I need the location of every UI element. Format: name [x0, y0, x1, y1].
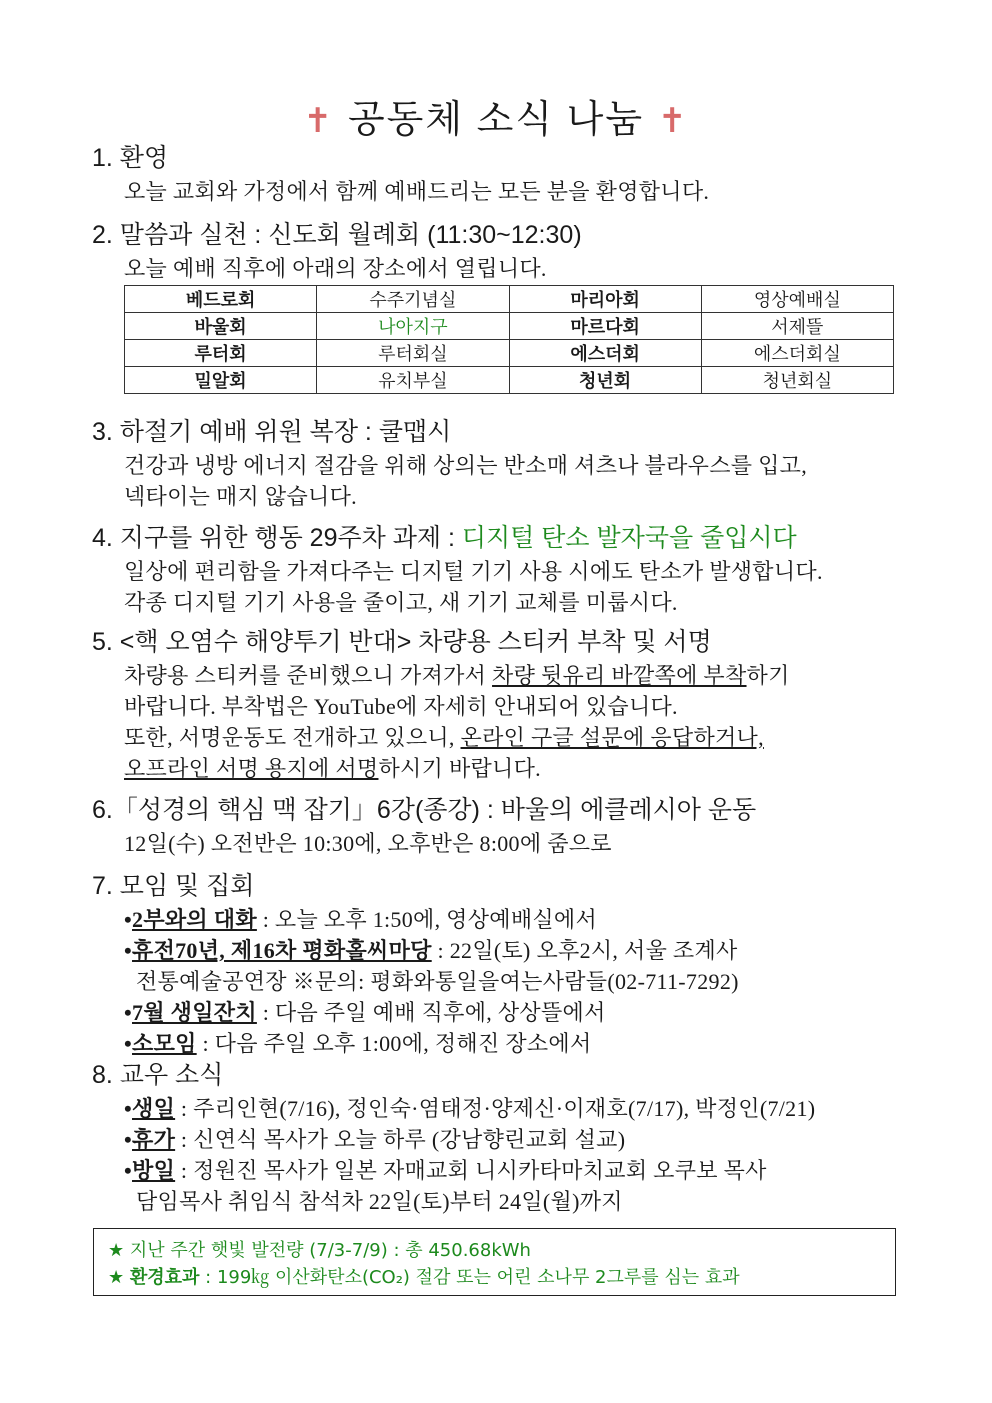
underlined-text: 온라인 구글 설문에 응답하거나,	[460, 725, 764, 750]
effect-label: 환경효과	[129, 1267, 200, 1288]
bullet: •	[124, 1127, 133, 1152]
room-name: 루터회실	[317, 340, 509, 367]
section-text: 오늘 예배 직후에 아래의 장소에서 열립니다.	[124, 256, 547, 281]
section-text	[92, 722, 912, 753]
solar-output-line	[108, 1237, 895, 1264]
star-icon: ★	[108, 1267, 125, 1288]
section-welcome	[92, 140, 912, 207]
section-text: 12일(수) 오전반은 10:30에, 오후반은 8:00에 줌으로	[124, 831, 612, 856]
list-item	[92, 1093, 912, 1124]
bullet: •	[124, 1000, 133, 1025]
section-heading: 6.「성경의 핵심 맥 잡기」6강(종강) : 바울의 에클레시아 운동	[92, 796, 757, 824]
section-earth-action	[92, 520, 912, 618]
list-item	[92, 1155, 912, 1186]
list-item-continuation: 전통예술공연장 ※문의: 평화와통일을여는사람들(02-711-7292)	[136, 969, 739, 994]
group-name: 에스더회	[509, 340, 701, 367]
room-name: 영상예배실	[701, 286, 893, 313]
room-name: 청년회실	[701, 367, 893, 394]
text-span: 차량용 스티커를 준비했으니 가져가서	[124, 663, 493, 688]
item-label: 생일	[132, 1096, 176, 1121]
item-text: : 다음 주일 예배 직후에, 상상뜰에서	[256, 1000, 606, 1025]
cross-icon: ✝	[303, 101, 334, 141]
list-item	[92, 1124, 912, 1155]
section-text: 일상에 편리함을 가져다주는 디지털 기기 사용 시에도 탄소가 발생합니다.	[124, 559, 823, 584]
section-heading	[92, 520, 912, 556]
section-text: 건강과 냉방 에너지 절감을 위해 상의는 반소매 셔츠나 블라우스를 입고,	[124, 453, 808, 478]
section-text	[92, 660, 912, 691]
list-item	[92, 1028, 912, 1059]
item-label: 소모임	[132, 1031, 197, 1056]
item-label: 휴가	[132, 1127, 176, 1152]
item-label: 방일	[132, 1158, 176, 1183]
room-name: 에스더회실	[701, 340, 893, 367]
solar-output-text: 지난 주간 햇빛 발전량 (7/3-7/9) : 총 450.68kWh	[129, 1240, 531, 1261]
section-heading: 2. 말씀과 실천 : 신도회 월례회 (11:30~12:30)	[92, 221, 582, 249]
table-row	[125, 367, 894, 394]
room-name: 유치부실	[317, 367, 509, 394]
group-name: 마르다회	[509, 313, 701, 340]
room-name: 나아지구	[317, 313, 509, 340]
bullet: •	[124, 1096, 133, 1121]
room-name: 수주기념실	[317, 286, 509, 313]
effect-text: : 199㎏ 이산화탄소(CO₂) 절감 또는 어린 소나무 2그루를 심는 효과	[199, 1267, 740, 1288]
item-label: 7월 생일잔치	[132, 1000, 257, 1025]
bullet: •	[124, 907, 133, 932]
table-row	[125, 286, 894, 313]
cross-icon: ✝	[658, 101, 689, 141]
bullet: •	[124, 1031, 133, 1056]
table-row	[125, 340, 894, 367]
section-monthly-meeting	[92, 217, 912, 284]
item-text: : 주리인현(7/16), 정인숙·염태정·양제신·이재호(7/17), 박정인(7/21)	[175, 1096, 816, 1121]
underlined-text: 오프라인 서명 용지에 서명	[124, 756, 379, 781]
section-heading: 1. 환영	[92, 144, 169, 172]
item-text: : 22일(토) 오후2시, 서울 조계사	[431, 938, 738, 963]
group-name: 청년회	[509, 367, 701, 394]
underlined-text: 차량 뒷유리 바깥쪽에 부착	[492, 663, 747, 688]
section-text: 넥타이는 매지 않습니다.	[124, 484, 357, 509]
section-heading: 3. 하절기 예배 위원 복장 : 쿨맵시	[92, 418, 452, 446]
section-member-news	[92, 1057, 912, 1217]
group-name: 마리아회	[509, 286, 701, 313]
solar-power-box	[93, 1228, 896, 1296]
page-title-row	[0, 88, 992, 143]
section-bible-study	[92, 792, 912, 859]
section-sticker-campaign	[92, 624, 912, 784]
table-row	[125, 313, 894, 340]
list-item	[92, 904, 912, 935]
bullet: •	[124, 938, 133, 963]
list-item-continuation: 담임목사 취임식 참석차 22일(토)부터 24일(월)까지	[136, 1189, 623, 1214]
item-label: 휴전70년, 제16차 평화홀씨마당	[132, 938, 432, 963]
section-gatherings	[92, 868, 912, 1059]
section-heading: 8. 교우 소식	[92, 1061, 224, 1089]
bullet: •	[124, 1158, 133, 1183]
list-item	[92, 935, 912, 966]
meeting-rooms-table	[124, 285, 894, 394]
section-text: 오늘 교회와 가정에서 함께 예배드리는 모든 분을 환영합니다.	[124, 179, 710, 204]
text-span: 하시기 바랍니다.	[378, 756, 541, 781]
group-name: 밀알회	[125, 367, 317, 394]
heading-prefix: 4. 지구를 위한 행동 29주차 과제 :	[92, 524, 462, 552]
text-span: 하기	[746, 663, 790, 688]
group-name: 베드로회	[125, 286, 317, 313]
section-heading: 7. 모임 및 집회	[92, 872, 255, 900]
text-span: 또한, 서명운동도 전개하고 있으니,	[124, 725, 461, 750]
section-text	[92, 753, 912, 784]
item-text: : 오늘 오후 1:50에, 영상예배실에서	[256, 907, 598, 932]
list-item	[92, 997, 912, 1028]
section-heading: 5. <핵 오염수 해양투기 반대> 차량용 스티커 부착 및 서명	[92, 628, 712, 656]
section-text: 바랍니다. 부착법은 YouTube에 자세히 안내되어 있습니다.	[124, 694, 678, 719]
room-name: 서제뜰	[701, 313, 893, 340]
page-title: 공동체 소식 나눔	[347, 99, 645, 141]
section-dress-code	[92, 414, 912, 512]
section-text: 각종 디지털 기기 사용을 줄이고, 새 기기 교체를 미룹시다.	[124, 590, 678, 615]
item-text: : 신연식 목사가 오늘 하루 (강남향린교회 설교)	[175, 1127, 626, 1152]
item-label: 2부와의 대화	[132, 907, 257, 932]
item-text: : 정원진 목사가 일본 자매교회 니시카타마치교회 오쿠보 목사	[175, 1158, 767, 1183]
item-text: : 다음 주일 오후 1:00에, 정해진 장소에서	[196, 1031, 592, 1056]
group-name: 바울회	[125, 313, 317, 340]
environment-effect-line	[108, 1264, 895, 1291]
star-icon: ★	[108, 1240, 125, 1261]
heading-highlight: 디지털 탄소 발자국을 줄입시다	[461, 524, 797, 552]
group-name: 루터회	[125, 340, 317, 367]
